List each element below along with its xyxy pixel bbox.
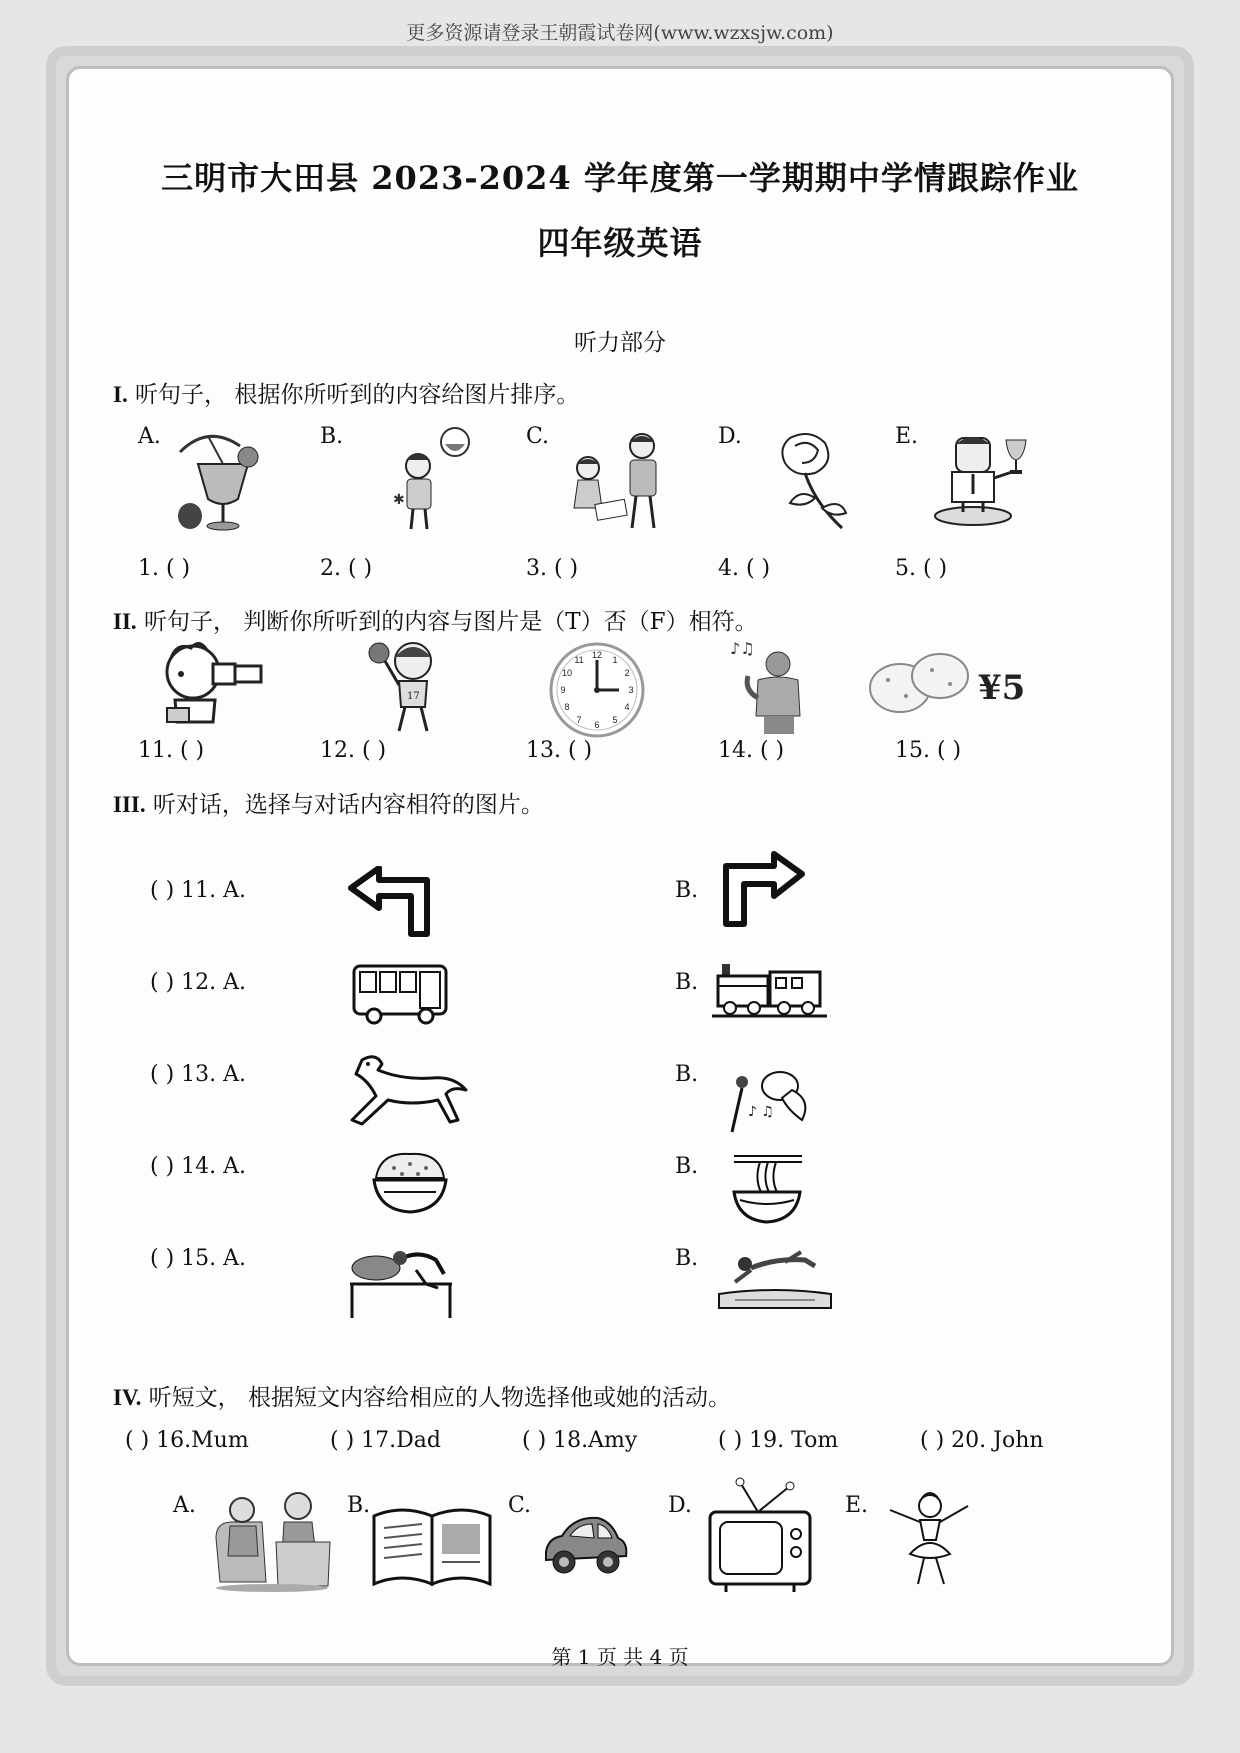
potatoes-image: [866, 640, 976, 720]
part1-heading: [113, 376, 579, 409]
part4-instruction: 听短文， 根据短文内容给相应的人物选择他或她的活动。: [141, 1385, 731, 1411]
bird-singing-image: [722, 1060, 822, 1135]
man-singing-image: [728, 636, 818, 736]
part2-answer-14: 14. ( ): [718, 738, 785, 763]
svg-text:✱: ✱: [393, 492, 405, 508]
part4-letter-a: A.: [173, 1493, 196, 1518]
section-listening: 听力部分: [574, 330, 666, 356]
part2-answer-13: 13. ( ): [526, 738, 593, 763]
rice-bowl-image: [370, 1148, 450, 1218]
svg-text:2: 2: [624, 668, 630, 678]
clock-image: [547, 640, 647, 740]
svg-text:12: 12: [591, 650, 603, 660]
part4-blank-tom: ( ) 19. Tom: [718, 1428, 839, 1453]
long-jump-image: [715, 1246, 835, 1316]
svg-text:9: 9: [560, 685, 566, 695]
people-talking-image: [212, 1482, 332, 1592]
bus-image: [350, 962, 450, 1026]
svg-text:♪ ♫: ♪ ♫: [748, 1104, 774, 1120]
part4-letter-c: C.: [508, 1493, 532, 1518]
part2-heading: [113, 603, 758, 636]
part1-letter-b: B.: [320, 424, 344, 449]
part4-numeral: IV.: [113, 1385, 142, 1410]
part4-blank-john: ( ) 20. John: [920, 1428, 1044, 1453]
part3-row-11-label: ( ) 11. A.: [150, 878, 247, 903]
svg-text:7: 7: [576, 715, 582, 725]
part1-answer-3: 3. ( ): [526, 556, 579, 581]
part1-answer-5: 5. ( ): [895, 556, 948, 581]
svg-text:5: 5: [612, 715, 618, 725]
exam-subtitle: 四年级英语: [537, 224, 703, 262]
svg-text:3: 3: [628, 685, 634, 695]
part3-row-14-b: B.: [675, 1154, 699, 1179]
part3-row-11-b: B.: [675, 878, 699, 903]
part4-letter-b: B.: [347, 1493, 371, 1518]
part1-letter-e: E.: [895, 424, 919, 449]
toy-car-image: [540, 1508, 630, 1583]
svg-text:4: 4: [624, 702, 630, 712]
part3-row-13-b: B.: [675, 1062, 699, 1087]
part3-numeral: III.: [113, 792, 146, 817]
train-image: [712, 956, 827, 1021]
part3-heading: [113, 786, 544, 819]
part2-instruction: 听句子， 判断你所听到的内容与图片是（T）否（F）相符。: [136, 609, 758, 635]
part1-instruction: 听句子， 根据你所听到的内容给图片排序。: [127, 382, 580, 408]
svg-text:♪♫: ♪♫: [730, 639, 755, 658]
girl-dancing-image: [880, 1488, 980, 1588]
part2-answer-11: 11. ( ): [138, 738, 205, 763]
man-with-trophy-image: [930, 430, 1040, 530]
part2-answer-15: 15. ( ): [895, 738, 962, 763]
open-book-image: [370, 1500, 495, 1590]
part3-row-15-b: B.: [675, 1246, 699, 1271]
part1-letter-d: D.: [718, 424, 742, 449]
turn-left-arrow-image: [347, 866, 437, 938]
svg-text:8: 8: [564, 702, 570, 712]
part1-numeral: I.: [113, 382, 128, 407]
horse-image: [342, 1050, 472, 1130]
watermark: 更多资源请登录王朝霞试卷网(www.wzxsjw.com): [406, 22, 834, 44]
part1-answer-2: 2. ( ): [320, 556, 373, 581]
part1-letter-a: A.: [138, 424, 161, 449]
girl-playing-basketball-image: [365, 635, 455, 735]
turn-right-arrow-image: [716, 850, 806, 928]
part1-answer-1: 1. ( ): [138, 556, 191, 581]
part3-row-14-label: ( ) 14. A.: [150, 1154, 247, 1179]
part4-blank-amy: ( ) 18.Amy: [522, 1428, 638, 1453]
part3-row-12-label: ( ) 12. A.: [150, 970, 247, 995]
part4-letter-d: D.: [668, 1493, 692, 1518]
rose-flower-image: [760, 428, 850, 533]
svg-text:10: 10: [561, 668, 573, 678]
boy-with-camera-image: [155, 638, 275, 733]
part3-row-13-label: ( ) 13. A.: [150, 1062, 247, 1087]
svg-text:11: 11: [574, 655, 584, 665]
part2-numeral: II.: [113, 609, 137, 634]
part4-blank-mum: ( ) 16.Mum: [125, 1428, 249, 1453]
children-drawing-image: [560, 428, 675, 533]
svg-text:17: 17: [407, 691, 420, 702]
part4-heading: [113, 1379, 731, 1412]
part4-blank-dad: ( ) 17.Dad: [330, 1428, 441, 1453]
part2-answer-12: 12. ( ): [320, 738, 387, 763]
part3-instruction: 听对话，选择与对话内容相符的图片。: [145, 792, 544, 818]
noodles-bowl-image: [730, 1150, 805, 1225]
part3-row-15-label: ( ) 15. A.: [150, 1246, 247, 1271]
juice-drink-image: [168, 424, 268, 534]
television-image: [706, 1474, 816, 1594]
exam-title: 三明市大田县 2023-2024 学年度第一学期期中学情跟踪作业: [161, 159, 1079, 197]
sick-boy-image: [393, 424, 473, 534]
part1-answer-4: 4. ( ): [718, 556, 771, 581]
high-jump-image: [346, 1240, 456, 1320]
svg-text:1: 1: [612, 655, 618, 665]
price-label: ¥5: [978, 668, 1026, 708]
part4-letter-e: E.: [845, 1493, 869, 1518]
part3-row-12-b: B.: [675, 970, 699, 995]
page-area: [66, 66, 1174, 1666]
part1-letter-c: C.: [526, 424, 550, 449]
page-footer: 第 1 页 共 4 页: [551, 1645, 689, 1669]
svg-text:6: 6: [594, 720, 600, 730]
